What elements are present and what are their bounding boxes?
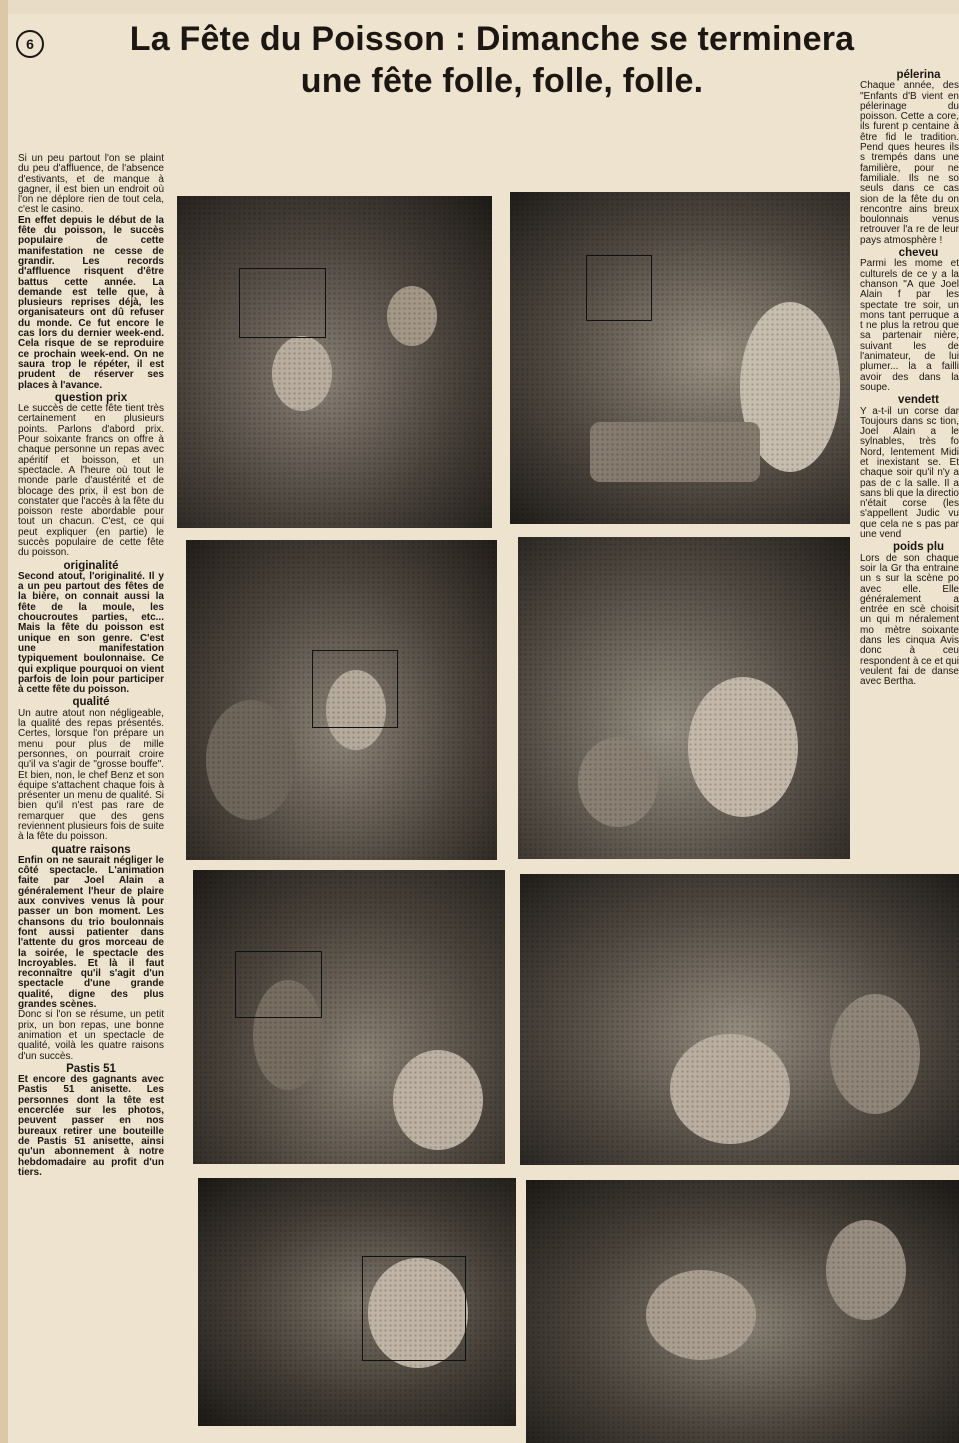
- crowd-photo-2: [510, 192, 850, 524]
- paragraph-cheveux: Parmi les mome et culturels de ce y a la chanson "A que Joel Alain f par les spectate tre soir, un mons tant perruque a t ne plus la retrou que sa partenair nière, suivant les de l'animateur, de lui plumer... la a failli avoir des dans la soupe.: [860, 258, 959, 393]
- headline-line-2: une fête folle, folle, folle.: [300, 62, 704, 100]
- subhead-originalite: originalité: [63, 559, 119, 572]
- subhead-poids-plume: poids plu: [892, 541, 945, 554]
- winner-highlight-box: [362, 1256, 466, 1361]
- subhead-question-prix: question prix: [54, 391, 128, 404]
- page-edge: [0, 0, 8, 1443]
- subhead-cheveux: cheveu: [898, 247, 939, 260]
- paragraph-pelerinage: Chaque année, des "Enfants d'B vient en pélerinage du poisson. Cette a core, ils furent p centaine à être fid le tradition. Pend ques heures ils s trempés dans une familière, pour ne familiale. Ils ne so seuls dans ce cas sion de la fête du on rencontre ains breux boulonnais venus retrouver l'a re de leur pays atmosphère !: [860, 80, 959, 246]
- crowd-photo-7: [198, 1178, 516, 1426]
- winner-highlight-box: [586, 255, 652, 321]
- subhead-vendetta: vendett: [898, 394, 939, 407]
- crowd-photo-6: [520, 874, 959, 1165]
- subhead-pastis-51: Pastis 51: [66, 1062, 116, 1075]
- subhead-quatre-raisons: quatre raisons: [51, 843, 131, 856]
- winner-highlight-box: [312, 650, 398, 728]
- paragraph-pastis-51: Et encore des gagnants avec Pastis 51 anisette. Les personnes dont la tête est encerclée sur les photos, peuvent passer en nos bureaux retirer une bouteille de Pastis 51 anisette, ainsi qu'un abonnement à notre hebdomadaire au profit d'un tiers.: [18, 1074, 164, 1178]
- intro-paragraph: Si un peu partout l'on se plaint du peu d'affluence, de l'absence d'estivants, et de manque à gagner, il est bien un endroit où l'on ne déplore rien de tout cela, c'est le casino.: [18, 153, 164, 216]
- subhead-qualite: qualité: [72, 696, 110, 709]
- crowd-photo-5: [193, 870, 505, 1164]
- page-number: 6: [16, 30, 44, 58]
- paragraph-originalite: Second atout, l'originalité. Il y a un peu partout des fêtes de la bière, on connait aussi la fête de la moule, les choucroutes parties, etc... Mais la fête du poisson est unique en son genre. C'est une manifestation typiquement boulonnaise. Ce qui explique pourquoi on vient parfois de loin pour participer à cette fête du poisson.: [18, 570, 164, 696]
- paragraph-qualite: Un autre atout non négligeable, la qualité des repas présentés. Certes, lorsque l'on prépare un menu pour plus de mille personnes, on pourrait croire qu'il va s'agir de "grosse bouffe". Et bien, non, le chef Benz et son équipe s'attachent chaque fois à présenter un menu de qualité. Si bien qu'il n'est pas rare de remarquer que des gens reviennent plusieurs fois de suite à la fête du poisson.: [18, 707, 164, 843]
- intro-bold-paragraph: En effet depuis le début de la fête du poisson, le succès populaire de cette manifestation ne cesse de grandir. Les records d'affluence risquent d'être battus cette année. La demande est telle que, à plusieurs reprises déjà, les organisateurs ont dû refuser du monde. Ce fut encore le cas lors du dernier week-end. Cela risque de se reproduire ce prochain week-end. On ne saura trop le répéter, il est prudent de réserver ses places à l'avance.: [18, 214, 164, 391]
- headline: [12, 18, 952, 102]
- winner-highlight-box: [235, 951, 322, 1018]
- right-article-column: [860, 68, 959, 878]
- paragraph-vendetta: Y a-t-il un corse dar Toujours dans sc tion, Joel Alain a le sylnables, très fo Nord, lentement Midi et inexistant se. Et chaque soir qu'il n'y a pas de c la salle. Il a sans bli que la directio n'était corse (les s'appellent Judic vu que cela ne s pas par une vend: [860, 405, 959, 541]
- winner-highlight-box: [239, 268, 326, 338]
- crowd-photo-8: [526, 1180, 959, 1443]
- left-article-column: [18, 154, 164, 1178]
- paragraph-resume: Donc si l'on se résume, un petit prix, un bon repas, une bonne animation et un spectacle de qualité, voilà les quatre raisons d'un succès.: [18, 1009, 164, 1062]
- subhead-pelerinage: pélerina: [896, 69, 941, 81]
- crowd-photo-4: [518, 537, 850, 859]
- paragraph-poids-plume: Lors de son chaque soir la Gr tha entraine un s sur la scène po avec elle. Elle généralement a entrée en scè choisit un qui m néralement mo mètre soixante dans les cinqua Avis donc à ceu respondent à ce et qui veulent fai de danse avec Bertha.: [860, 552, 959, 688]
- paragraph-quatre-raisons: Enfin on ne saurait négliger le côté spectacle. L'animation faite par Joel Alain a généralement l'heur de plaire aux convives venus là pour passer un bon moment. Les chansons du trio boulonnais font aussi patienter dans l'attente du gros morceau de la soirée, le spectacle des Incroyables. Et là il faut reconnaître qu'il s'agit d'un spectacle d'une grande qualité, digne des plus grandes scènes.: [18, 854, 164, 1011]
- headline-line-1: La Fête du Poisson : Dimanche se terminera: [129, 20, 855, 58]
- paragraph-prix: Le succès de cette fête tient très certainement en plusieurs points. Parlons d'abord prix. Pour soixante francs on offre à chaque personne un repas avec apéritif et boisson, et un spectacle. A l'heure où tout le monde parle d'austérité et de blocage des prix, il est bon de constater que l'accès à la fête du poisson reste abordable pour tout un chacun. C'est, ce qui peut expliquer (en partie) le succès populaire de cette fête du poisson.: [18, 403, 164, 559]
- crowd-photo-1: [177, 196, 492, 528]
- crowd-photo-3: [186, 540, 497, 860]
